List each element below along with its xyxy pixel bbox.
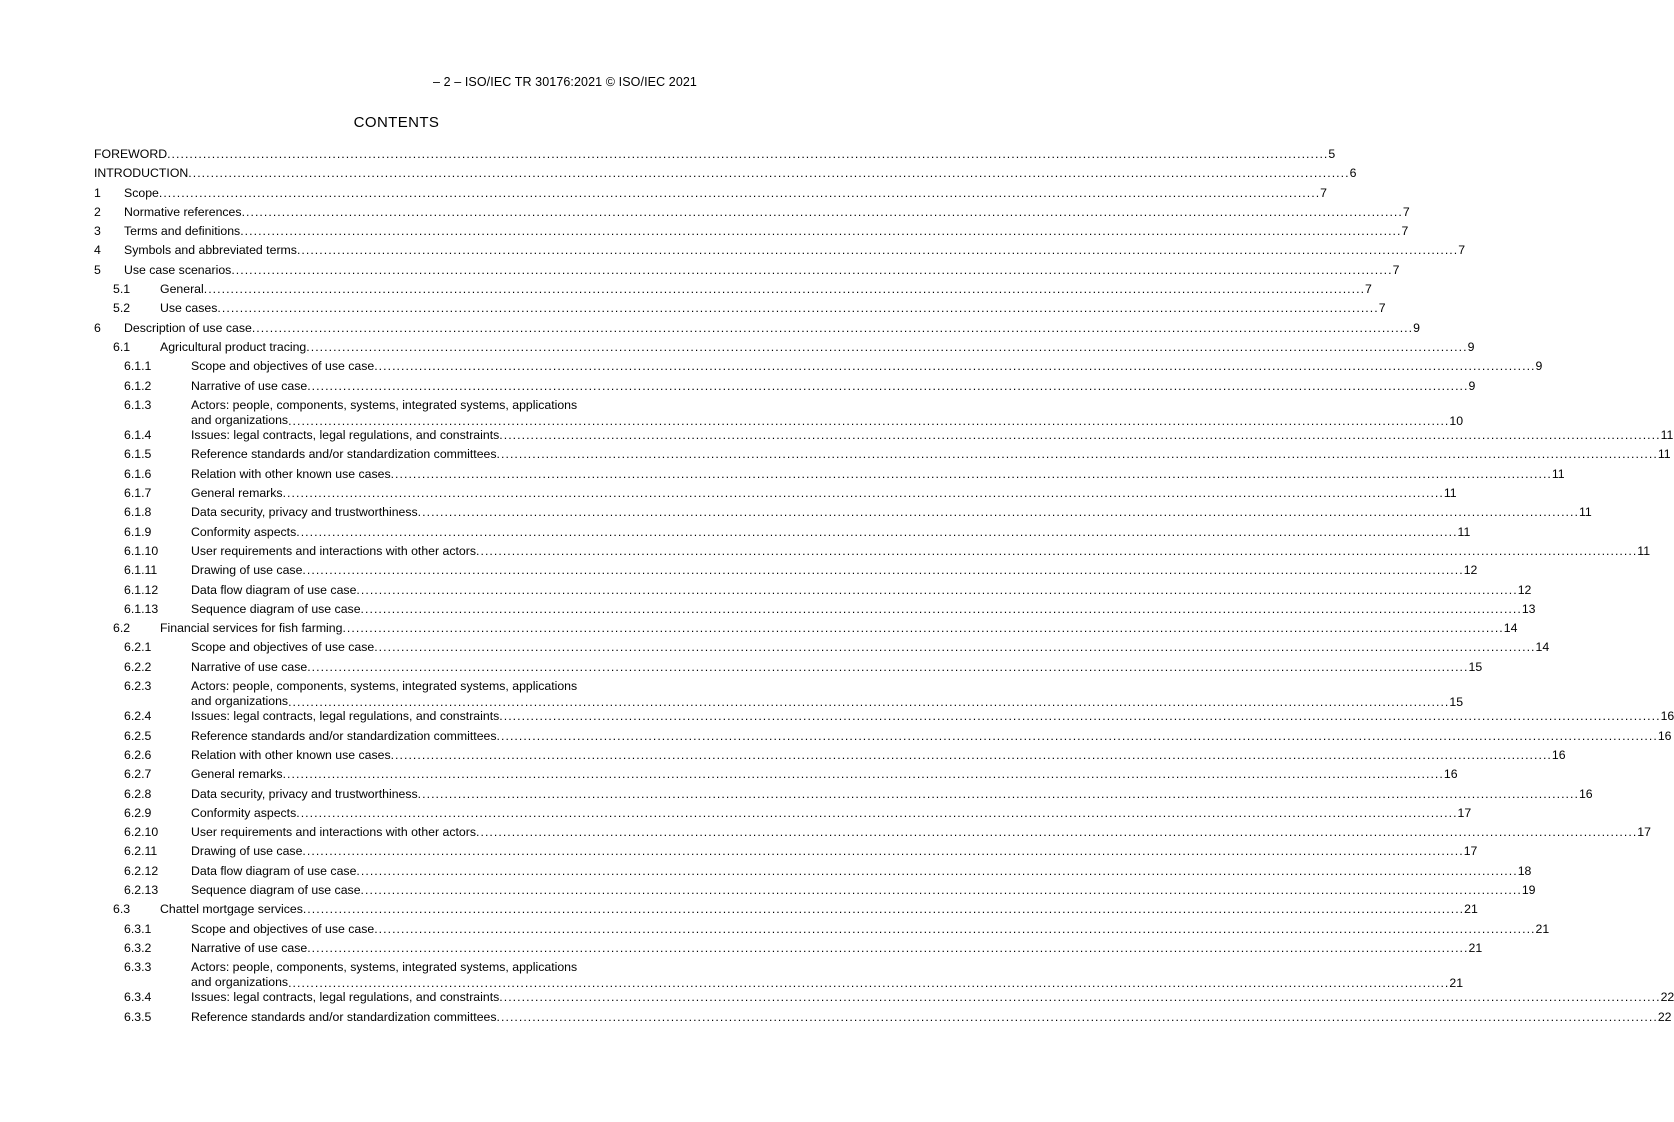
toc-entry-number: 6.2.1	[124, 640, 152, 655]
toc-entry-title: Issues: legal contracts, legal regulations, and constraints	[191, 990, 500, 1005]
toc-entry-line	[191, 1009, 1672, 1024]
toc-entry-page: 7	[1401, 224, 1409, 239]
toc-entry-line	[94, 147, 1336, 161]
toc-entry-number: 6.1.12	[124, 582, 159, 597]
dot-leader	[159, 186, 1320, 200]
toc-entry-number: 6.2.5	[124, 728, 152, 743]
toc-entry[interactable]	[94, 988, 1674, 1007]
toc-entry[interactable]	[94, 542, 1651, 561]
toc-entry-page: 9	[1467, 339, 1475, 354]
dot-leader	[499, 709, 1660, 723]
toc-entry-title: Reference standards and/or standardization committees	[191, 1009, 497, 1024]
dot-leader	[418, 787, 1579, 801]
toc-entry-line	[191, 882, 1536, 897]
dot-leader	[283, 767, 1444, 781]
toc-entry[interactable]	[94, 638, 1550, 657]
dot-leader	[217, 301, 1378, 315]
toc-entry-title-continued: and organizations	[191, 412, 289, 427]
toc-entry[interactable]	[94, 677, 1464, 710]
dot-leader	[302, 844, 1463, 858]
toc-entry-title-continued: and organizations	[191, 694, 289, 709]
toc-entry-page: 16	[1443, 767, 1458, 782]
toc-entry-line	[191, 921, 1550, 936]
toc-entry-number: 5.2	[113, 301, 131, 316]
toc-entry-number: 6.3.1	[124, 921, 152, 936]
toc-entry-page: 7	[1378, 301, 1386, 316]
toc-entry-line	[191, 543, 1651, 558]
toc-entry-number: 6.3.4	[124, 990, 152, 1005]
toc-entry-line	[191, 786, 1593, 801]
toc-entry-page: 15	[1449, 695, 1464, 710]
toc-entry-line	[191, 747, 1566, 762]
toc-entry-line	[160, 902, 1478, 917]
toc-entry[interactable]	[94, 619, 1518, 638]
toc-entry-page: 13	[1521, 601, 1536, 616]
toc-entry[interactable]	[94, 445, 1671, 464]
toc-entry-number: 2	[94, 204, 101, 219]
toc-entry-number: 6.1.4	[124, 428, 152, 443]
toc-entry-title: Conformity aspects	[191, 805, 297, 820]
toc-entry-title: Conformity aspects	[191, 524, 297, 539]
toc-entry[interactable]	[94, 881, 1536, 900]
toc-entry-title: Drawing of use case	[191, 844, 303, 859]
toc-entry-number: 6.2.6	[124, 747, 152, 762]
toc-entry[interactable]	[94, 561, 1478, 580]
toc-entry-line	[191, 359, 1543, 374]
toc-entry-number: 6.2.7	[124, 767, 152, 782]
toc-entry-title: User requirements and interactions with other actors	[191, 543, 477, 558]
dot-leader	[231, 263, 1392, 277]
toc-entry-line	[160, 339, 1475, 354]
toc-entry-line	[124, 224, 1409, 239]
dot-leader	[476, 825, 1637, 839]
toc-entry-line	[191, 640, 1550, 655]
toc-entry[interactable]	[94, 299, 1386, 318]
toc-entry-page: 16	[1660, 709, 1674, 724]
toc-entry-title: Drawing of use case	[191, 563, 303, 578]
toc-entry-title-block	[191, 679, 1464, 710]
toc-entry-page: 11	[1578, 505, 1592, 520]
toc-entry-line	[191, 601, 1536, 616]
dot-leader	[499, 428, 1660, 442]
toc-entry-line	[124, 262, 1400, 277]
toc-entry[interactable]	[94, 765, 1458, 784]
toc-entry-line	[191, 563, 1478, 578]
toc-entry-line	[191, 709, 1674, 724]
toc-entry-page: 18	[1517, 863, 1532, 878]
toc-entry-line	[124, 185, 1327, 200]
toc-entry-title: Data security, privacy and trustworthiness	[191, 786, 418, 801]
toc-entry[interactable]	[94, 920, 1550, 939]
toc-entry-number: 4	[94, 243, 101, 258]
toc-entry[interactable]	[94, 581, 1532, 600]
page-title: CONTENTS	[353, 114, 440, 131]
table-of-contents	[94, 145, 1674, 1027]
toc-entry-page: 11	[1443, 486, 1457, 501]
toc-entry-number: 6	[94, 320, 101, 335]
dot-leader	[306, 340, 1467, 354]
toc-entry-line	[94, 166, 1357, 181]
toc-entry-number: 6.1.7	[124, 486, 152, 501]
dot-leader	[497, 1010, 1658, 1024]
toc-entry[interactable]	[94, 658, 1483, 677]
toc-entry-page: 21	[1468, 940, 1483, 955]
toc-entry-number: 6.2.2	[124, 659, 152, 674]
toc-entry-page: 17	[1463, 844, 1478, 859]
toc-entry[interactable]	[94, 707, 1674, 726]
toc-entry-number: 6.2.4	[124, 709, 152, 724]
toc-entry-page: 16	[1551, 747, 1566, 762]
toc-entry[interactable]	[94, 261, 1400, 280]
dot-leader	[342, 621, 1503, 635]
dot-leader	[283, 486, 1444, 500]
toc-entry-title: User requirements and interactions with other actors	[191, 825, 477, 840]
toc-entry[interactable]	[94, 164, 1357, 183]
toc-entry-title: General remarks	[191, 486, 283, 501]
toc-entry-title: Terms and definitions	[124, 224, 241, 239]
toc-entry-title: Scope and objectives of use case	[191, 359, 375, 374]
toc-entry-title: Actors: people, components, systems, integrated systems, applications	[191, 397, 578, 412]
dot-leader	[252, 321, 1413, 335]
dot-leader	[240, 224, 1401, 238]
toc-entry-title: Data security, privacy and trustworthiness	[191, 505, 418, 520]
dot-leader	[391, 467, 1552, 481]
dot-leader	[204, 282, 1365, 296]
toc-entry[interactable]	[94, 203, 1410, 222]
toc-entry[interactable]	[94, 184, 1327, 203]
toc-entry-number: 6.1.5	[124, 447, 152, 462]
dot-leader	[307, 941, 1468, 955]
toc-entry-page: 11	[1637, 543, 1651, 558]
toc-entry-title: Data flow diagram of use case	[191, 582, 357, 597]
dot-leader	[391, 748, 1552, 762]
toc-entry-number: 6.1.11	[124, 563, 158, 578]
toc-entry-number: 6.2.10	[124, 825, 159, 840]
toc-entry-number: 6.3.3	[124, 960, 152, 975]
dot-leader	[418, 505, 1579, 519]
toc-entry-page: 11	[1660, 428, 1674, 443]
toc-entry-line	[191, 447, 1671, 462]
toc-entry-page: 11	[1657, 447, 1671, 462]
toc-entry-page: 11	[1551, 466, 1565, 481]
toc-entry-page: 7	[1458, 243, 1466, 258]
toc-entry-title: General remarks	[191, 767, 283, 782]
toc-entry-line	[191, 940, 1483, 955]
toc-entry-page: 5	[1328, 147, 1336, 161]
toc-entry-page: 17	[1637, 825, 1651, 840]
toc-entry-title: Actors: people, components, systems, integrated systems, applications	[191, 679, 578, 694]
toc-entry-title: Reference standards and/or standardization committees	[191, 447, 497, 462]
toc-entry-title: General	[160, 282, 204, 297]
toc-entry[interactable]	[94, 377, 1476, 396]
toc-entry-number: 6.2.8	[124, 786, 152, 801]
dot-leader	[303, 902, 1464, 916]
dot-leader	[361, 602, 1522, 616]
toc-entry-line	[191, 397, 1464, 428]
dot-leader	[296, 806, 1457, 820]
dot-leader	[167, 147, 1328, 161]
toc-entry-line	[191, 728, 1672, 743]
toc-entry-title: Reference standards and/or standardization committees	[191, 728, 497, 743]
toc-entry-number: 6.1.13	[124, 601, 159, 616]
toc-entry[interactable]	[94, 600, 1536, 619]
dot-leader	[497, 447, 1658, 461]
toc-entry-page: 17	[1457, 805, 1472, 820]
toc-entry-line	[160, 282, 1372, 297]
toc-entry-number: 6.2.3	[124, 679, 152, 694]
toc-entry-page: 7	[1320, 185, 1327, 200]
toc-entry[interactable]	[94, 900, 1478, 919]
toc-entry-title: Scope and objectives of use case	[191, 640, 375, 655]
toc-entry[interactable]	[94, 426, 1674, 445]
toc-entry-number: 6.3	[113, 902, 131, 917]
toc-entry-line	[160, 301, 1386, 316]
toc-entry-number: 6.1	[113, 339, 131, 354]
dot-leader	[307, 660, 1468, 674]
toc-entry-page: 14	[1503, 621, 1518, 636]
toc-entry-title: Sequence diagram of use case	[191, 601, 361, 616]
toc-entry-title: Narrative of use case	[191, 378, 308, 393]
toc-entry-page: 9	[1413, 320, 1420, 335]
toc-entry-page: 19	[1521, 882, 1536, 897]
toc-entry-number: 1	[94, 185, 101, 200]
toc-entry-page: 11	[1457, 524, 1471, 539]
toc-entry-title: Issues: legal contracts, legal regulations, and constraints	[191, 709, 500, 724]
toc-entry-page: 21	[1464, 902, 1478, 917]
toc-entry[interactable]	[94, 804, 1472, 823]
toc-entry-line	[191, 466, 1565, 481]
toc-entry[interactable]	[94, 280, 1372, 299]
toc-entry-title: Agricultural product tracing	[160, 339, 307, 354]
toc-entry-number: 6.3.2	[124, 940, 152, 955]
toc-entry-line	[191, 805, 1472, 820]
toc-entry-title: Symbols and abbreviated terms	[124, 243, 297, 258]
toc-entry[interactable]	[94, 523, 1471, 542]
toc-entry-title: Scope	[124, 185, 159, 200]
toc-entry-page: 22	[1660, 990, 1674, 1005]
dot-leader	[374, 640, 1535, 654]
toc-entry-page: 9	[1468, 378, 1476, 393]
toc-entry[interactable]	[94, 222, 1409, 241]
toc-entry-number: 6.2	[113, 621, 131, 636]
toc-entry-number: 6.1.1	[124, 359, 152, 374]
toc-entry-number: 6.2.9	[124, 805, 152, 820]
toc-entry[interactable]	[94, 145, 1336, 164]
toc-entry-line	[124, 204, 1410, 219]
toc-entry-number: 5.1	[113, 282, 131, 297]
toc-entry-page: 7	[1402, 204, 1410, 219]
toc-entry-page: 14	[1535, 640, 1550, 655]
toc-entry[interactable]	[94, 241, 1466, 260]
toc-entry-title: INTRODUCTION	[94, 166, 189, 181]
toc-entry-page: 22	[1657, 1009, 1672, 1024]
toc-entry-title-block	[191, 960, 1464, 991]
toc-entry-line	[124, 243, 1466, 258]
toc-entry-line	[191, 990, 1674, 1005]
toc-entry-number: 6.1.10	[124, 543, 159, 558]
toc-entry-title-continued: and organizations	[191, 975, 289, 990]
toc-entry-page: 21	[1535, 921, 1550, 936]
dot-leader	[302, 563, 1463, 577]
toc-entry-page: 16	[1657, 728, 1672, 743]
dot-leader	[497, 729, 1658, 743]
toc-entry[interactable]	[94, 465, 1565, 484]
dot-leader	[374, 359, 1535, 373]
toc-entry[interactable]	[94, 319, 1420, 338]
toc-entry[interactable]	[94, 746, 1566, 765]
toc-entry-number: 6.2.12	[124, 863, 159, 878]
dot-leader	[188, 166, 1349, 180]
toc-entry-title: Normative references	[124, 204, 242, 219]
toc-entry-title: Description of use case	[124, 320, 252, 335]
toc-entry-number: 6.3.5	[124, 1009, 152, 1024]
toc-entry-page: 21	[1449, 976, 1464, 991]
toc-entry-number: 6.1.6	[124, 466, 152, 481]
toc-entry[interactable]	[94, 823, 1651, 842]
dot-leader	[356, 864, 1517, 878]
toc-entry-title: Narrative of use case	[191, 659, 308, 674]
toc-entry-number: 5	[94, 262, 101, 277]
toc-entry[interactable]	[94, 338, 1475, 357]
toc-entry-title: Actors: people, components, systems, integrated systems, applications	[191, 960, 578, 975]
toc-entry[interactable]	[94, 842, 1478, 861]
toc-entry-page: 12	[1463, 563, 1478, 578]
toc-entry-number: 6.2.13	[124, 882, 159, 897]
toc-entry-title: FOREWORD	[94, 147, 168, 161]
dot-leader	[476, 544, 1637, 558]
toc-entry-line	[191, 505, 1592, 520]
toc-entry-line	[191, 486, 1457, 501]
toc-entry-page: 12	[1517, 582, 1532, 597]
toc-entry-page: 9	[1535, 359, 1543, 374]
toc-entry-line	[191, 863, 1532, 878]
toc-entry-title: Sequence diagram of use case	[191, 882, 361, 897]
toc-entry[interactable]	[94, 484, 1457, 503]
toc-entry-line	[191, 378, 1476, 393]
dot-leader	[361, 883, 1522, 897]
toc-entry-page: 6	[1349, 166, 1357, 181]
toc-entry-line	[191, 844, 1478, 859]
toc-entry-number: 6.1.3	[124, 397, 152, 412]
toc-entry-page: 10	[1449, 413, 1464, 428]
toc-entry-title: Use case scenarios	[124, 262, 232, 277]
dot-leader	[307, 379, 1468, 393]
toc-entry-number: 6.2.11	[124, 844, 158, 859]
toc-entry[interactable]	[94, 396, 1464, 428]
toc-entry[interactable]	[94, 503, 1592, 522]
toc-entry-line	[191, 524, 1471, 539]
toc-entry-number: 3	[94, 224, 101, 239]
toc-entry-line	[191, 659, 1483, 674]
dot-leader	[296, 525, 1457, 539]
toc-entry[interactable]	[94, 862, 1532, 881]
toc-entry[interactable]	[94, 785, 1593, 804]
toc-entry-title: Financial services for fish farming	[160, 621, 343, 636]
toc-entry-title-block	[191, 397, 1464, 428]
toc-entry[interactable]	[94, 958, 1464, 991]
toc-entry-page: 7	[1365, 282, 1372, 297]
dot-leader	[499, 990, 1660, 1004]
dot-leader	[356, 583, 1517, 597]
toc-entry-number: 6.1.9	[124, 524, 152, 539]
toc-entry-page: 7	[1392, 262, 1400, 277]
toc-entry-page: 16	[1578, 786, 1593, 801]
toc-entry-line	[191, 960, 1464, 991]
toc-entry-line	[124, 320, 1420, 335]
toc-entry-title: Chattel mortgage services	[160, 902, 303, 917]
toc-entry-number: 6.1.8	[124, 505, 152, 520]
dot-leader	[297, 243, 1458, 257]
toc-entry-page: 15	[1468, 659, 1483, 674]
toc-entry-number: 6.1.2	[124, 378, 152, 393]
toc-entry-title: Issues: legal contracts, legal regulations, and constraints	[191, 428, 500, 443]
toc-entry-title: Scope and objectives of use case	[191, 921, 375, 936]
toc-entry-line	[191, 582, 1532, 597]
page-header: – 2 – ISO/IEC TR 30176:2021 © ISO/IEC 2021	[432, 75, 697, 89]
toc-entry-title: Relation with other known use cases	[191, 747, 391, 762]
toc-entry-title: Relation with other known use cases	[191, 466, 391, 481]
toc-entry-line	[160, 621, 1518, 636]
toc-entry[interactable]	[94, 1008, 1672, 1027]
toc-entry-line	[191, 428, 1674, 443]
toc-entry[interactable]	[94, 727, 1672, 746]
toc-entry-line	[191, 825, 1651, 840]
toc-entry-title: Data flow diagram of use case	[191, 863, 357, 878]
toc-entry-line	[191, 767, 1458, 782]
toc-entry-title: Narrative of use case	[191, 940, 308, 955]
dot-leader	[374, 922, 1535, 936]
toc-entry-line	[191, 679, 1464, 710]
toc-entry[interactable]	[94, 939, 1483, 958]
dot-leader	[242, 205, 1403, 219]
toc-entry-title: Use cases	[160, 301, 218, 316]
toc-entry[interactable]	[94, 357, 1543, 376]
